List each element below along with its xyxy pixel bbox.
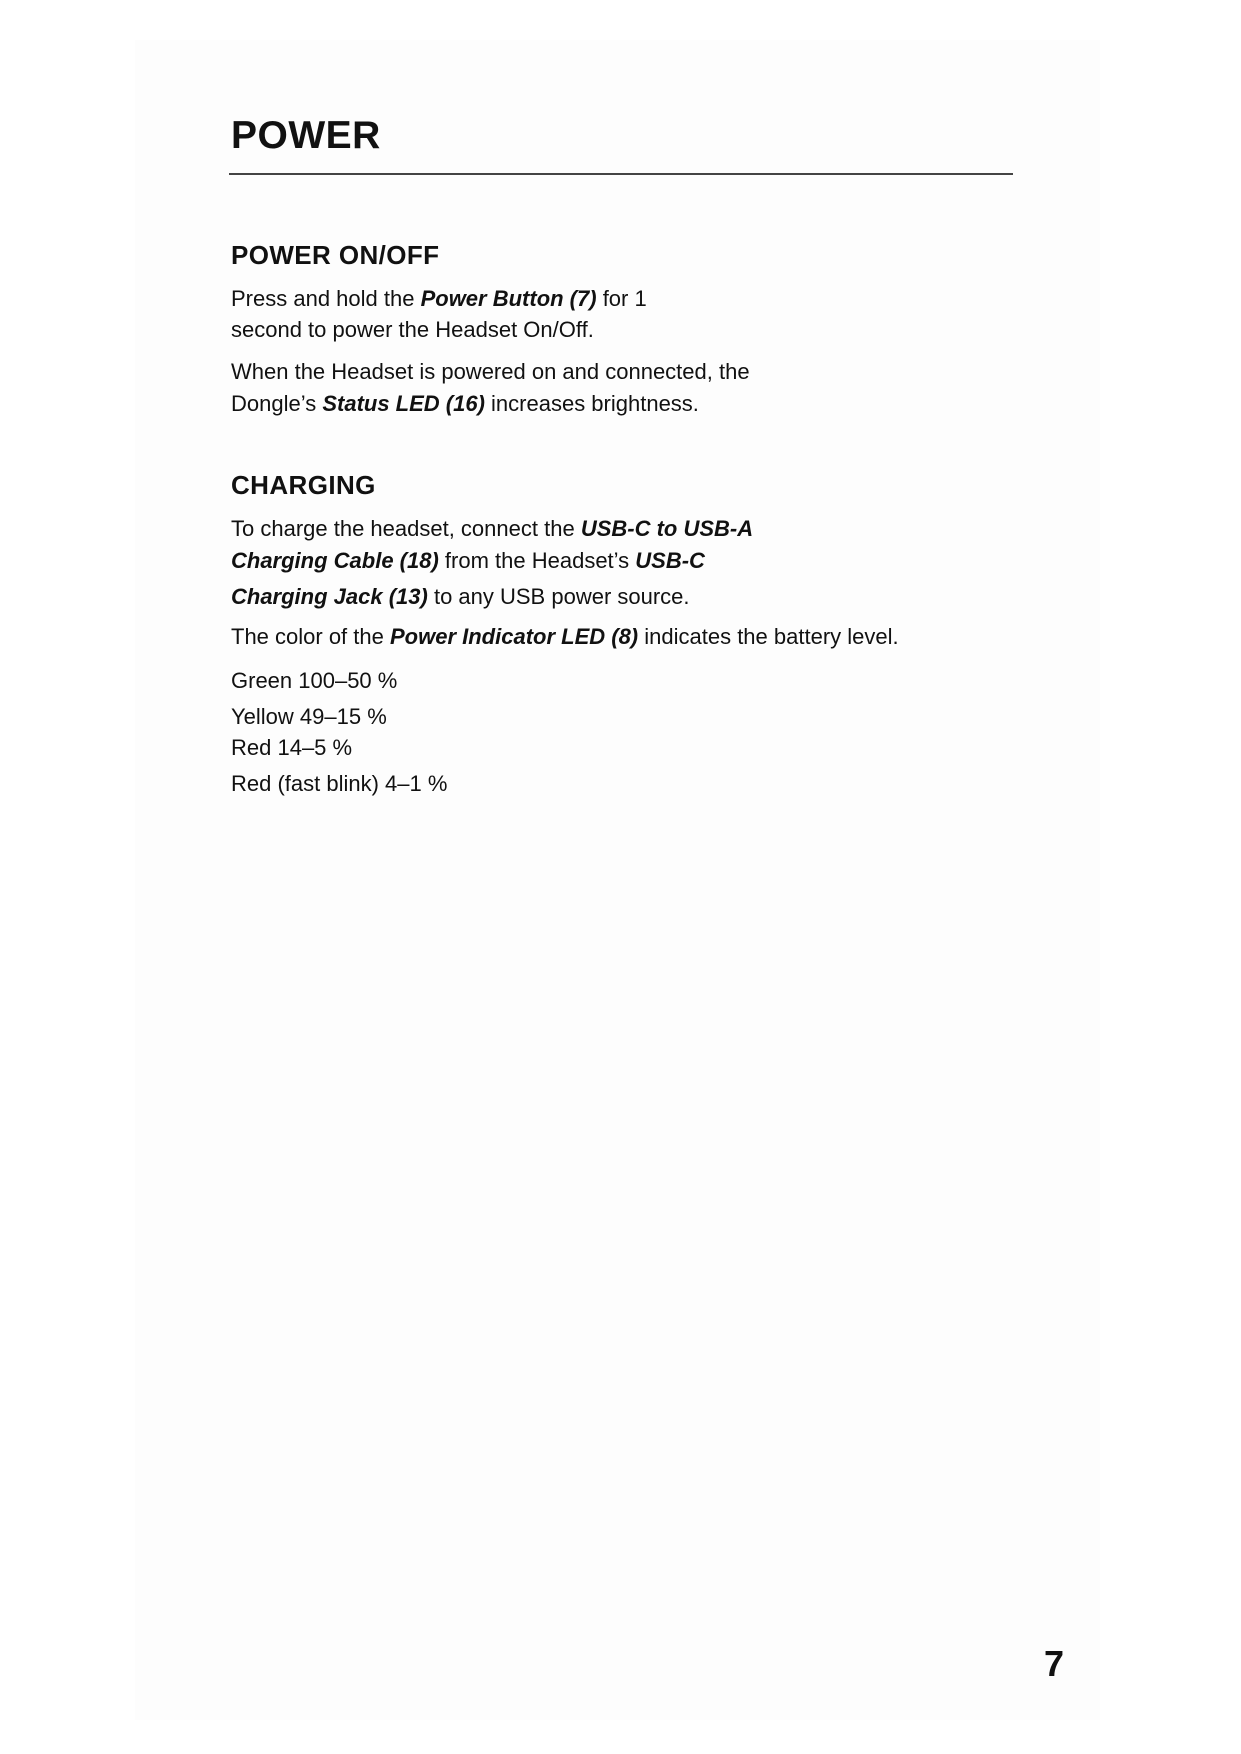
section-heading-power-on-off: POWER ON/OFF <box>231 240 440 270</box>
text-run: The color of the <box>231 624 390 649</box>
section-heading-charging: CHARGING <box>231 470 376 500</box>
power-on-off-paragraph-line: second to power the Headset On/Off. <box>231 317 594 342</box>
text-run: Dongle’s <box>231 391 323 416</box>
charging-paragraph-line <box>231 621 899 653</box>
cable-reference: USB-C to USB-A <box>580 516 754 541</box>
power-button-reference: Power Button (7) <box>420 286 597 311</box>
charging-paragraph-line <box>231 513 753 545</box>
battery-level-item: Red 14–5 % <box>231 735 353 760</box>
cable-reference: Charging Cable (18) <box>231 548 439 573</box>
text-run: Press and hold the <box>231 286 421 311</box>
battery-level-item: Green 100–50 % <box>231 668 398 693</box>
jack-reference: Charging Jack (13) <box>231 584 428 609</box>
status-led-reference: Status LED (16) <box>322 391 485 416</box>
text-run: to any USB power source. <box>427 584 690 609</box>
power-indicator-led-reference: Power Indicator LED (8) <box>389 624 639 649</box>
text-run: increases brightness. <box>484 391 699 416</box>
text-run: for 1 <box>596 286 647 311</box>
jack-reference: USB-C <box>635 548 705 573</box>
text-run: from the Headset’s <box>438 548 636 573</box>
battery-level-item: Red (fast blink) 4–1 % <box>231 771 448 796</box>
page-number: 7 <box>1044 1643 1065 1684</box>
text-run: To charge the headset, connect the <box>231 516 581 541</box>
page-title: POWER <box>231 114 381 157</box>
title-divider <box>229 173 1013 175</box>
charging-paragraph-line <box>231 581 690 613</box>
charging-paragraph-line <box>231 545 705 577</box>
power-on-off-paragraph-line: When the Headset is powered on and connected, the <box>231 359 750 384</box>
battery-level-item: Yellow 49–15 % <box>231 704 387 729</box>
power-on-off-paragraph-line <box>231 283 647 315</box>
power-on-off-paragraph-line <box>231 388 699 420</box>
text-run: indicates the battery level. <box>638 624 899 649</box>
